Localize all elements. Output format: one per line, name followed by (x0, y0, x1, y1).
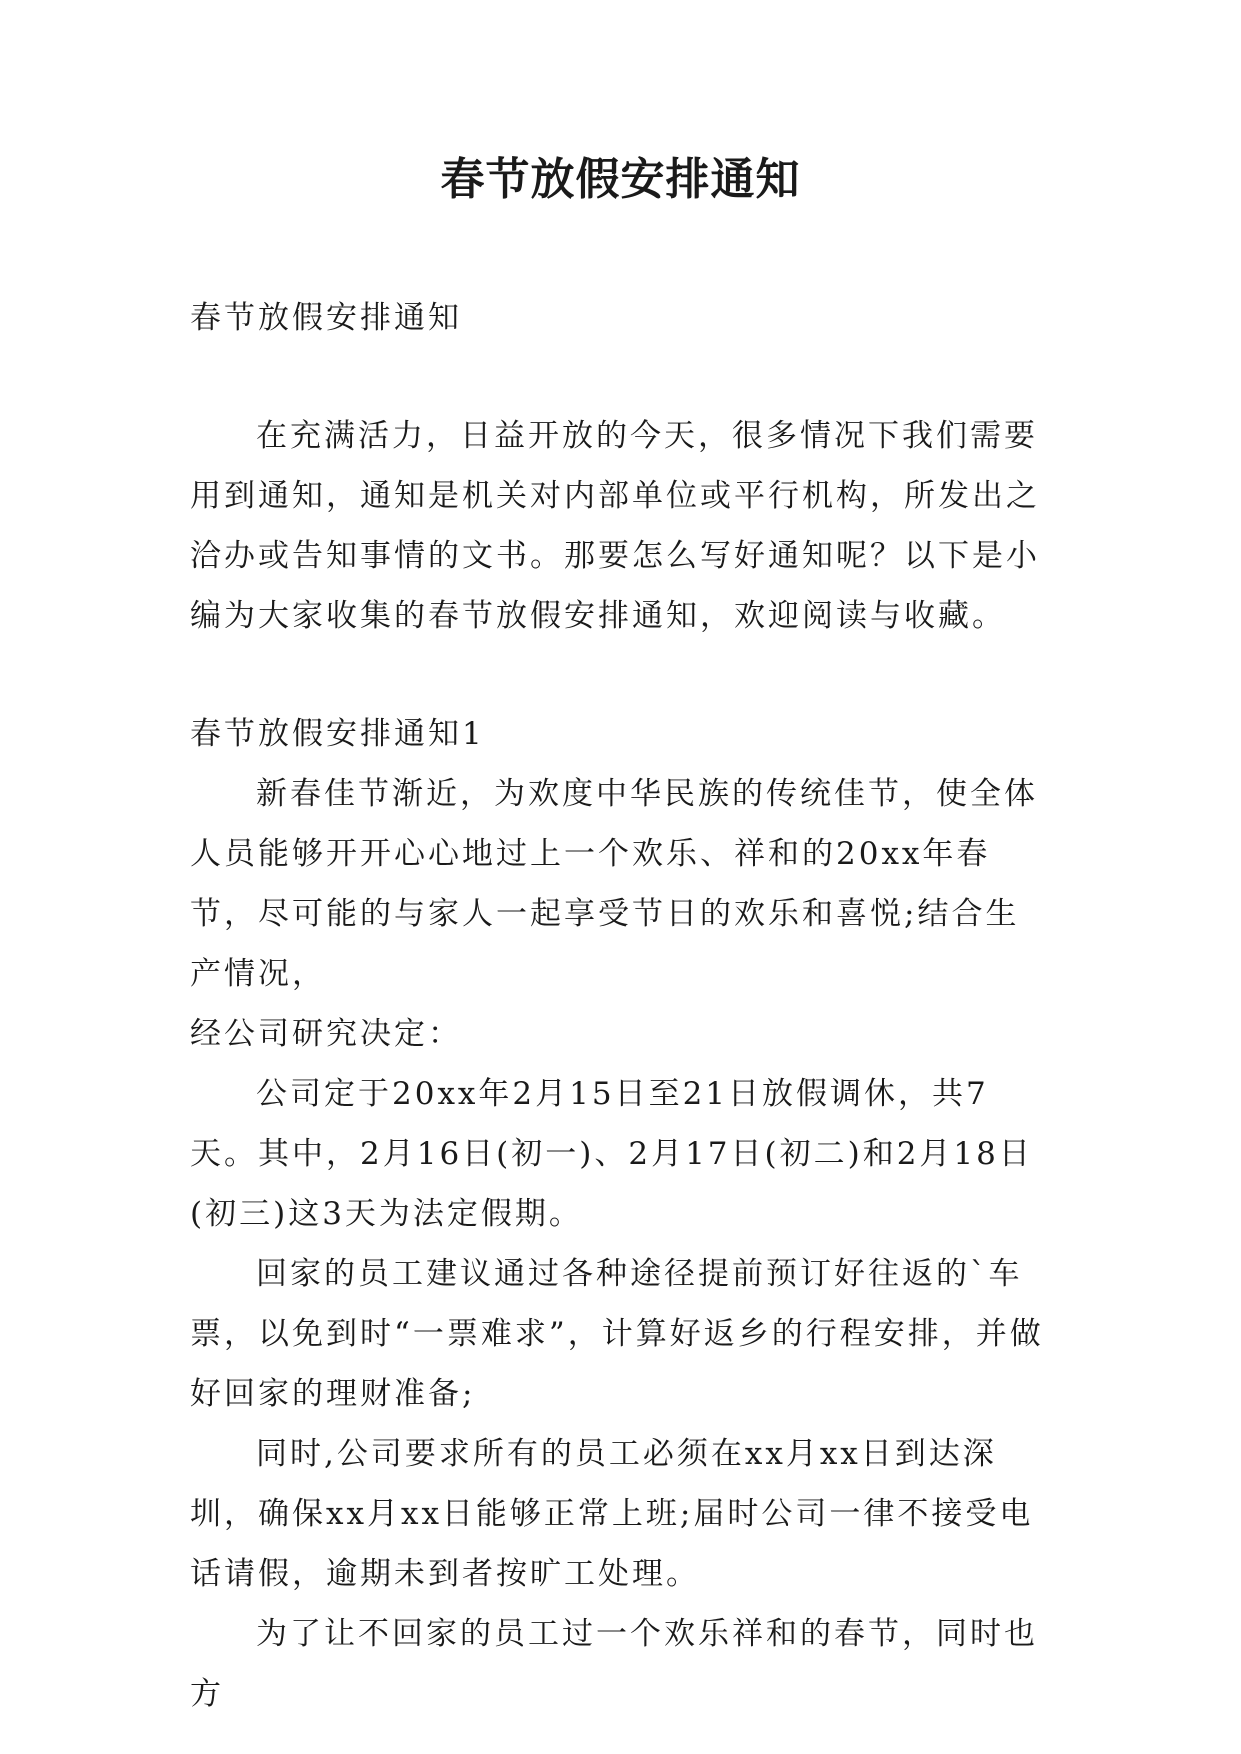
paragraph-5: 同时,公司要求所有的员工必须在xx月xx日到达深圳，确保xx月xx日能够正常上班;届时公司一律不接受电话请假，逾期未到者按旷工处理。 (190, 1436, 1034, 1592)
paragraph-3: 公司定于20xx年2月15日至21日放假调休，共7天。其中，2月16日(初一)、2月17日(初二)和2月18日(初三)这3天为法定假期。 (190, 1076, 1033, 1232)
document-body (190, 288, 1050, 1724)
paragraph-2: 经公司研究决定： (190, 1016, 462, 1052)
intro-paragraph: 在充满活力，日益开放的今天，很多情况下我们需要用到通知，通知是机关对内部单位或平行机构，所发出之洽办或告知事情的文书。那要怎么写好通知呢？以下是小编为大家收集的春节放假安排通知，欢迎阅读与收藏。 (190, 418, 1040, 634)
subtitle: 春节放假安排通知 (190, 300, 462, 336)
paragraph-1: 新春佳节渐近，为欢度中华民族的传统佳节，使全体人员能够开开心心地过上一个欢乐、祥和的20xx年春节，尽可能的与家人一起享受节日的欢乐和喜悦;结合生产情况， (190, 776, 1038, 992)
section-heading: 春节放假安排通知1 (190, 716, 485, 752)
document-title: 春节放假安排通知 (440, 154, 801, 205)
paragraph-6: 为了让不回家的员工过一个欢乐祥和的春节，同时也方 (190, 1616, 1038, 1712)
paragraph-4: 回家的员工建议通过各种途径提前预订好往返的`车票，以免到时“一票难求”，计算好返乡的行程安排，并做好回家的理财准备; (190, 1256, 1044, 1412)
